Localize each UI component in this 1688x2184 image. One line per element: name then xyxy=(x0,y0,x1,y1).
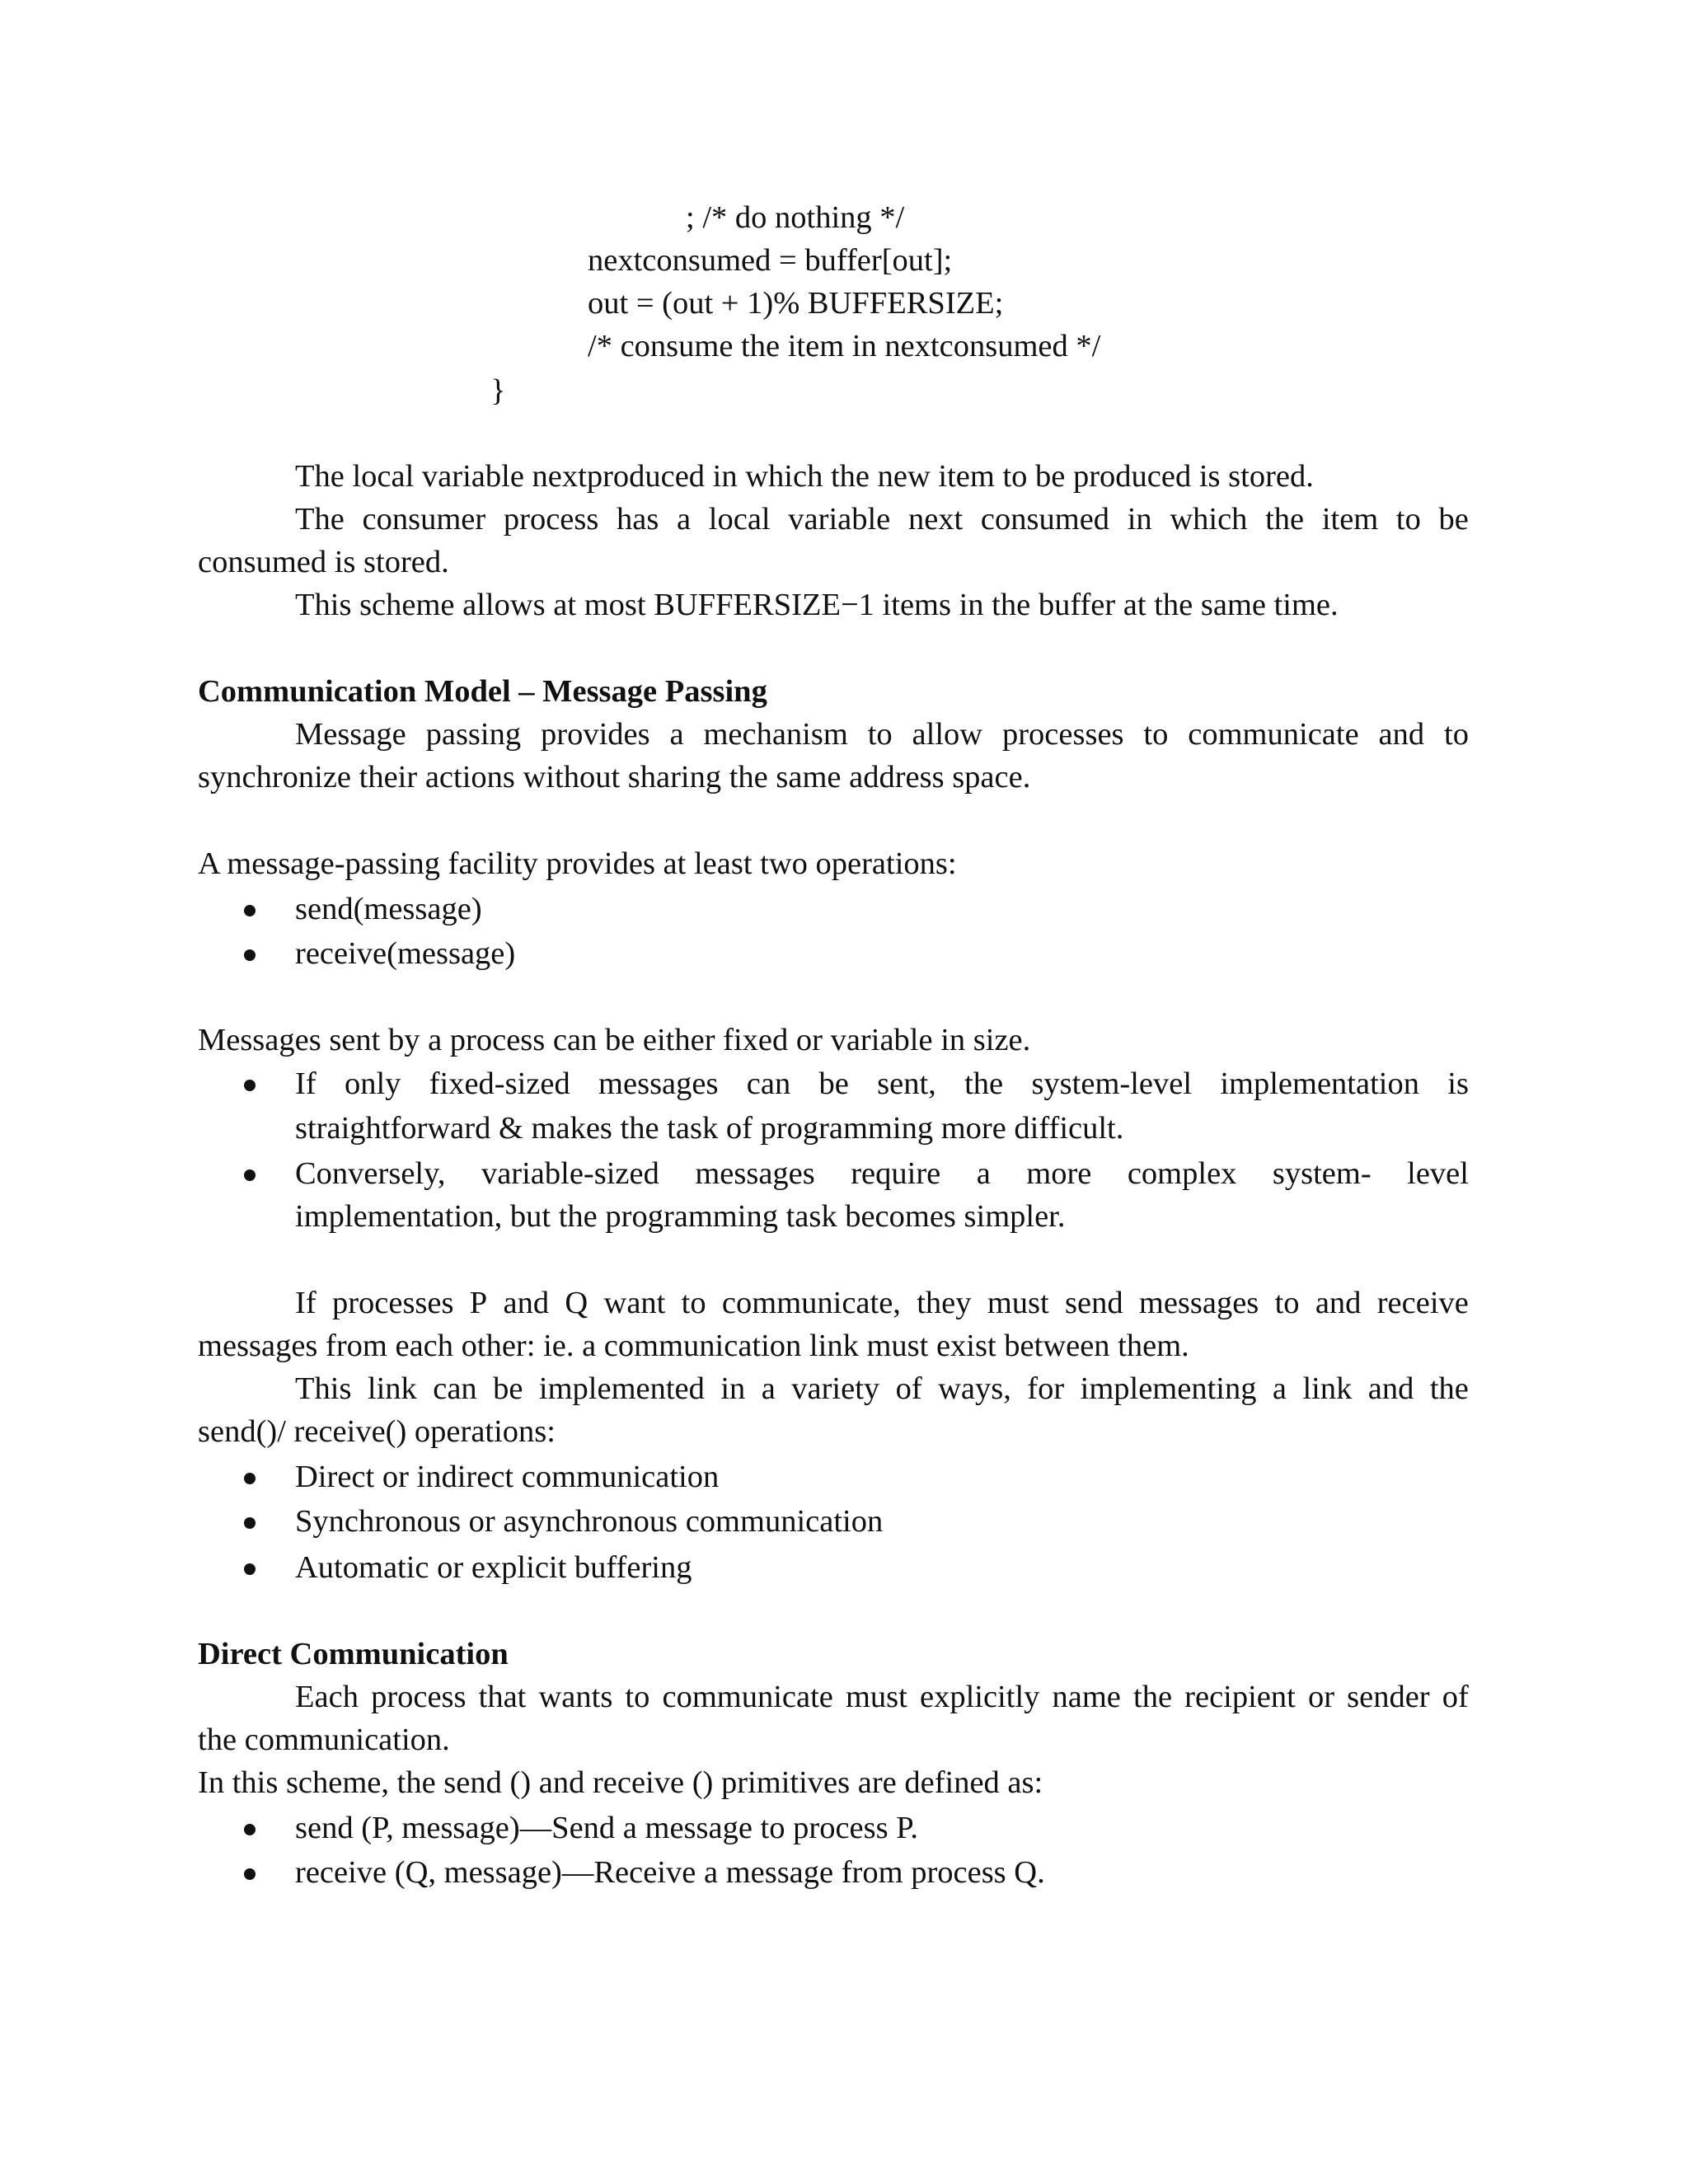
word: The xyxy=(295,502,345,537)
word: to xyxy=(625,1680,650,1714)
word: sender xyxy=(1347,1680,1430,1714)
code-line-out-increment: out = (out + 1)% BUFFERSIZE; xyxy=(588,286,1004,321)
bullet-icon xyxy=(244,949,256,961)
method-item-direct: Direct or indirect communication xyxy=(295,1460,720,1494)
word: sent, xyxy=(877,1066,936,1101)
word: a xyxy=(669,717,684,752)
word: communicate xyxy=(662,1680,833,1714)
word: is xyxy=(1447,1066,1469,1101)
method-item-buffering: Automatic or explicit buffering xyxy=(295,1550,692,1585)
direct-paragraph-line-1 xyxy=(295,1681,1469,1713)
bullet-icon xyxy=(244,905,256,916)
word: allow xyxy=(912,717,983,752)
word: If xyxy=(295,1286,316,1320)
bullet-icon xyxy=(244,1563,256,1575)
word: ways, xyxy=(938,1371,1011,1406)
bullet-icon xyxy=(244,1824,256,1835)
word: a xyxy=(677,502,692,537)
word: be xyxy=(818,1066,849,1101)
word: processes xyxy=(331,1286,454,1320)
word: to xyxy=(1444,717,1469,752)
intro-paragraph-1: The local variable nextproduced in which the new item to be produced is stored. xyxy=(295,459,1314,494)
word: and xyxy=(1378,717,1425,752)
message-passing-paragraph-line-1 xyxy=(295,719,1469,751)
word: name xyxy=(1052,1680,1121,1714)
word: send xyxy=(1065,1286,1123,1320)
word: receive xyxy=(1376,1286,1469,1320)
word: variety xyxy=(791,1371,880,1406)
word: the xyxy=(1429,1371,1469,1406)
word: to xyxy=(1395,502,1421,537)
word: can xyxy=(433,1371,477,1406)
word: consumer xyxy=(362,502,486,537)
word: to xyxy=(1274,1286,1300,1320)
word: This xyxy=(295,1371,352,1406)
operation-item-receive: receive(message) xyxy=(295,936,516,971)
intro-paragraph-2-line-2: consumed is stored. xyxy=(198,545,449,579)
fixed-size-item-line-2: straightforward & makes the task of programming more difficult. xyxy=(295,1111,1124,1146)
word: passing xyxy=(425,717,522,752)
word: explicitly xyxy=(919,1680,1040,1714)
word: local xyxy=(708,502,771,537)
link-paragraph-2-line-2: send()/ receive() operations: xyxy=(198,1414,556,1449)
word: variable xyxy=(788,502,891,537)
word: P xyxy=(469,1286,488,1320)
word: the xyxy=(1265,502,1305,537)
word: system- xyxy=(1272,1156,1372,1191)
bullet-icon xyxy=(244,1868,256,1880)
word: to xyxy=(1143,717,1169,752)
message-passing-paragraph-line-2: synchronize their actions without sharing the same address space. xyxy=(198,760,1031,794)
variable-size-item-line-1 xyxy=(295,1158,1469,1190)
word: complex xyxy=(1127,1156,1237,1191)
word: or xyxy=(1307,1680,1335,1714)
word: communicate xyxy=(1188,717,1359,752)
word: Conversely, xyxy=(295,1156,446,1191)
word: be xyxy=(1438,502,1469,537)
bullet-icon xyxy=(244,1080,256,1091)
operations-intro: A message-passing facility provides at least two operations: xyxy=(198,846,957,881)
word: consumed xyxy=(980,502,1110,537)
word: messages xyxy=(695,1156,815,1191)
code-line-nextconsumed: nextconsumed = buffer[out]; xyxy=(588,243,953,278)
bullet-icon xyxy=(244,1473,256,1484)
word: communicate, xyxy=(721,1286,901,1320)
word: which xyxy=(1170,502,1248,537)
word: for xyxy=(1027,1371,1065,1406)
word: the xyxy=(1133,1680,1173,1714)
word: a xyxy=(976,1156,991,1191)
word: in xyxy=(720,1371,746,1406)
word: more xyxy=(1026,1156,1092,1191)
fixed-size-item-line-1 xyxy=(295,1068,1469,1100)
word: of xyxy=(1442,1680,1469,1714)
intro-paragraph-3: This scheme allows at most BUFFERSIZE−1 items in the buffer at the same time. xyxy=(295,588,1339,622)
bullet-icon xyxy=(244,1169,256,1181)
word: only xyxy=(344,1066,401,1101)
word: link xyxy=(1302,1371,1353,1406)
word: must xyxy=(845,1680,907,1714)
word: messages xyxy=(598,1066,719,1101)
word: implementing xyxy=(1080,1371,1257,1406)
word: that xyxy=(478,1680,527,1714)
word: of xyxy=(895,1371,922,1406)
word: level xyxy=(1407,1156,1469,1191)
variable-size-item-line-2: implementation, but the programming task becomes simpler. xyxy=(295,1199,1066,1234)
code-line-consume-comment: /* consume the item in nextconsumed */ xyxy=(588,329,1101,363)
word: item xyxy=(1321,502,1379,537)
primitive-item-receive: receive (Q, message)—Receive a message from process Q. xyxy=(295,1855,1045,1890)
link-paragraph-line-2: messages from each other: ie. a communication link must exist between them. xyxy=(198,1329,1189,1363)
word: and xyxy=(1315,1286,1362,1320)
word: implemented xyxy=(538,1371,705,1406)
word: provides xyxy=(541,717,650,752)
word: mechanism xyxy=(703,717,848,752)
word: and xyxy=(1367,1371,1414,1406)
word: be xyxy=(493,1371,523,1406)
word: wants xyxy=(538,1680,613,1714)
word: to xyxy=(867,717,893,752)
direct-paragraph-line-2: the communication. xyxy=(198,1722,450,1757)
link-paragraph-line-1 xyxy=(295,1287,1469,1319)
word: If xyxy=(295,1066,316,1101)
word: process xyxy=(371,1680,467,1714)
word: messages xyxy=(1138,1286,1259,1320)
word: the xyxy=(964,1066,1004,1101)
word: in xyxy=(1127,502,1152,537)
word: want xyxy=(603,1286,666,1320)
section-heading-direct-communication: Direct Communication xyxy=(198,1637,509,1671)
word: has xyxy=(617,502,659,537)
word: to xyxy=(681,1286,706,1320)
section-heading-message-passing: Communication Model – Message Passing xyxy=(198,674,767,709)
code-line-do-nothing: ; /* do nothing */ xyxy=(686,200,905,235)
word: can xyxy=(746,1066,791,1101)
word: variable-sized xyxy=(481,1156,659,1191)
word: recipient xyxy=(1184,1680,1296,1714)
word: implementation xyxy=(1220,1066,1419,1101)
word: a xyxy=(1272,1371,1287,1406)
word: processes xyxy=(1001,717,1124,752)
word: they xyxy=(917,1286,972,1320)
code-closing-brace: } xyxy=(490,373,506,408)
link-paragraph-2-line-1 xyxy=(295,1373,1469,1405)
word: process xyxy=(503,502,599,537)
word: fixed-sized xyxy=(429,1066,570,1101)
word: next xyxy=(907,502,964,537)
intro-paragraph-2-line-1 xyxy=(295,504,1469,536)
method-item-synchronous: Synchronous or asynchronous communication xyxy=(295,1504,884,1539)
word: and xyxy=(503,1286,550,1320)
word: Message xyxy=(295,717,406,752)
operation-item-send: send(message) xyxy=(295,892,482,926)
word: a xyxy=(761,1371,776,1406)
word: require xyxy=(851,1156,941,1191)
primitive-item-send: send (P, message)—Send a message to process P. xyxy=(295,1811,918,1845)
primitives-intro: In this scheme, the send () and receive () primitives are defined as: xyxy=(198,1765,1043,1800)
word: must xyxy=(987,1286,1049,1320)
word: link xyxy=(367,1371,417,1406)
bullet-icon xyxy=(244,1517,256,1529)
word: Each xyxy=(295,1680,359,1714)
word: system-level xyxy=(1031,1066,1193,1101)
message-size-intro: Messages sent by a process can be either fixed or variable in size. xyxy=(198,1023,1031,1057)
word: Q xyxy=(565,1286,588,1320)
